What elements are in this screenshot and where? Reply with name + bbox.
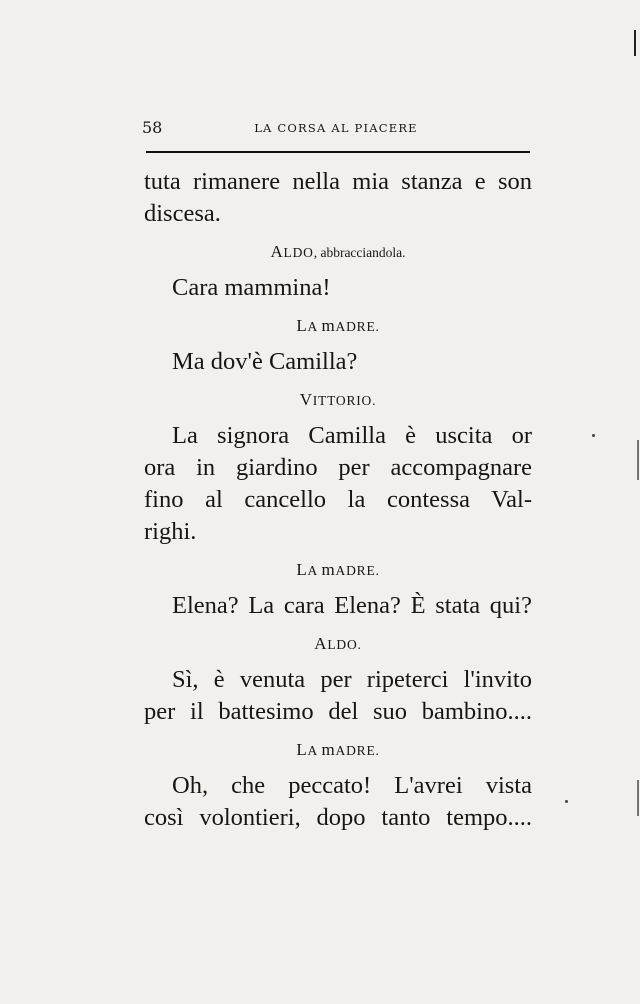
edge-shadow [634, 30, 636, 56]
speaker-cue: LA mADRE. [296, 316, 380, 335]
page-number: 58 [142, 118, 163, 137]
text-line: tuta rimanere nella mia stanza e son [144, 168, 532, 195]
text-line: discesa. [144, 200, 221, 227]
text-line: ora in giardino per accompagnare [144, 454, 532, 481]
text-line: Oh, che peccato! L'avrei vista [172, 772, 532, 799]
text-line: righi. [144, 518, 197, 545]
speaker-cue: LA mADRE. [296, 560, 380, 579]
running-title: LA CORSA AL PIACERE [254, 121, 418, 135]
text-line: La signora Camilla è uscita or [172, 422, 532, 449]
edge-shadow [637, 780, 639, 816]
speaker-cue: ALDO. [314, 634, 362, 653]
text-line: Cara mammina! [172, 274, 331, 301]
speaker-cue: LA mADRE. [296, 740, 380, 759]
text-line: Sì, è venuta per ripeterci l'invito [172, 666, 532, 693]
text-line: fino al cancello la contessa Val- [144, 486, 532, 513]
text-line: Elena? La cara Elena? È stata qui? [172, 592, 532, 619]
speaker-cue: VITTORIO. [299, 390, 377, 409]
paper-spot [592, 434, 595, 437]
edge-shadow [637, 440, 639, 480]
speaker-cue: ALDO, abbracciandola. [270, 242, 406, 261]
text-line: per il battesimo del suo bambino.... [144, 698, 532, 725]
header-rule [146, 151, 530, 153]
text-line: Ma dov'è Camilla? [172, 348, 358, 375]
page-header [142, 118, 530, 140]
text-line: così volontieri, dopo tanto tempo.... [144, 804, 532, 831]
page-body [144, 166, 532, 834]
paper-spot [565, 800, 568, 803]
